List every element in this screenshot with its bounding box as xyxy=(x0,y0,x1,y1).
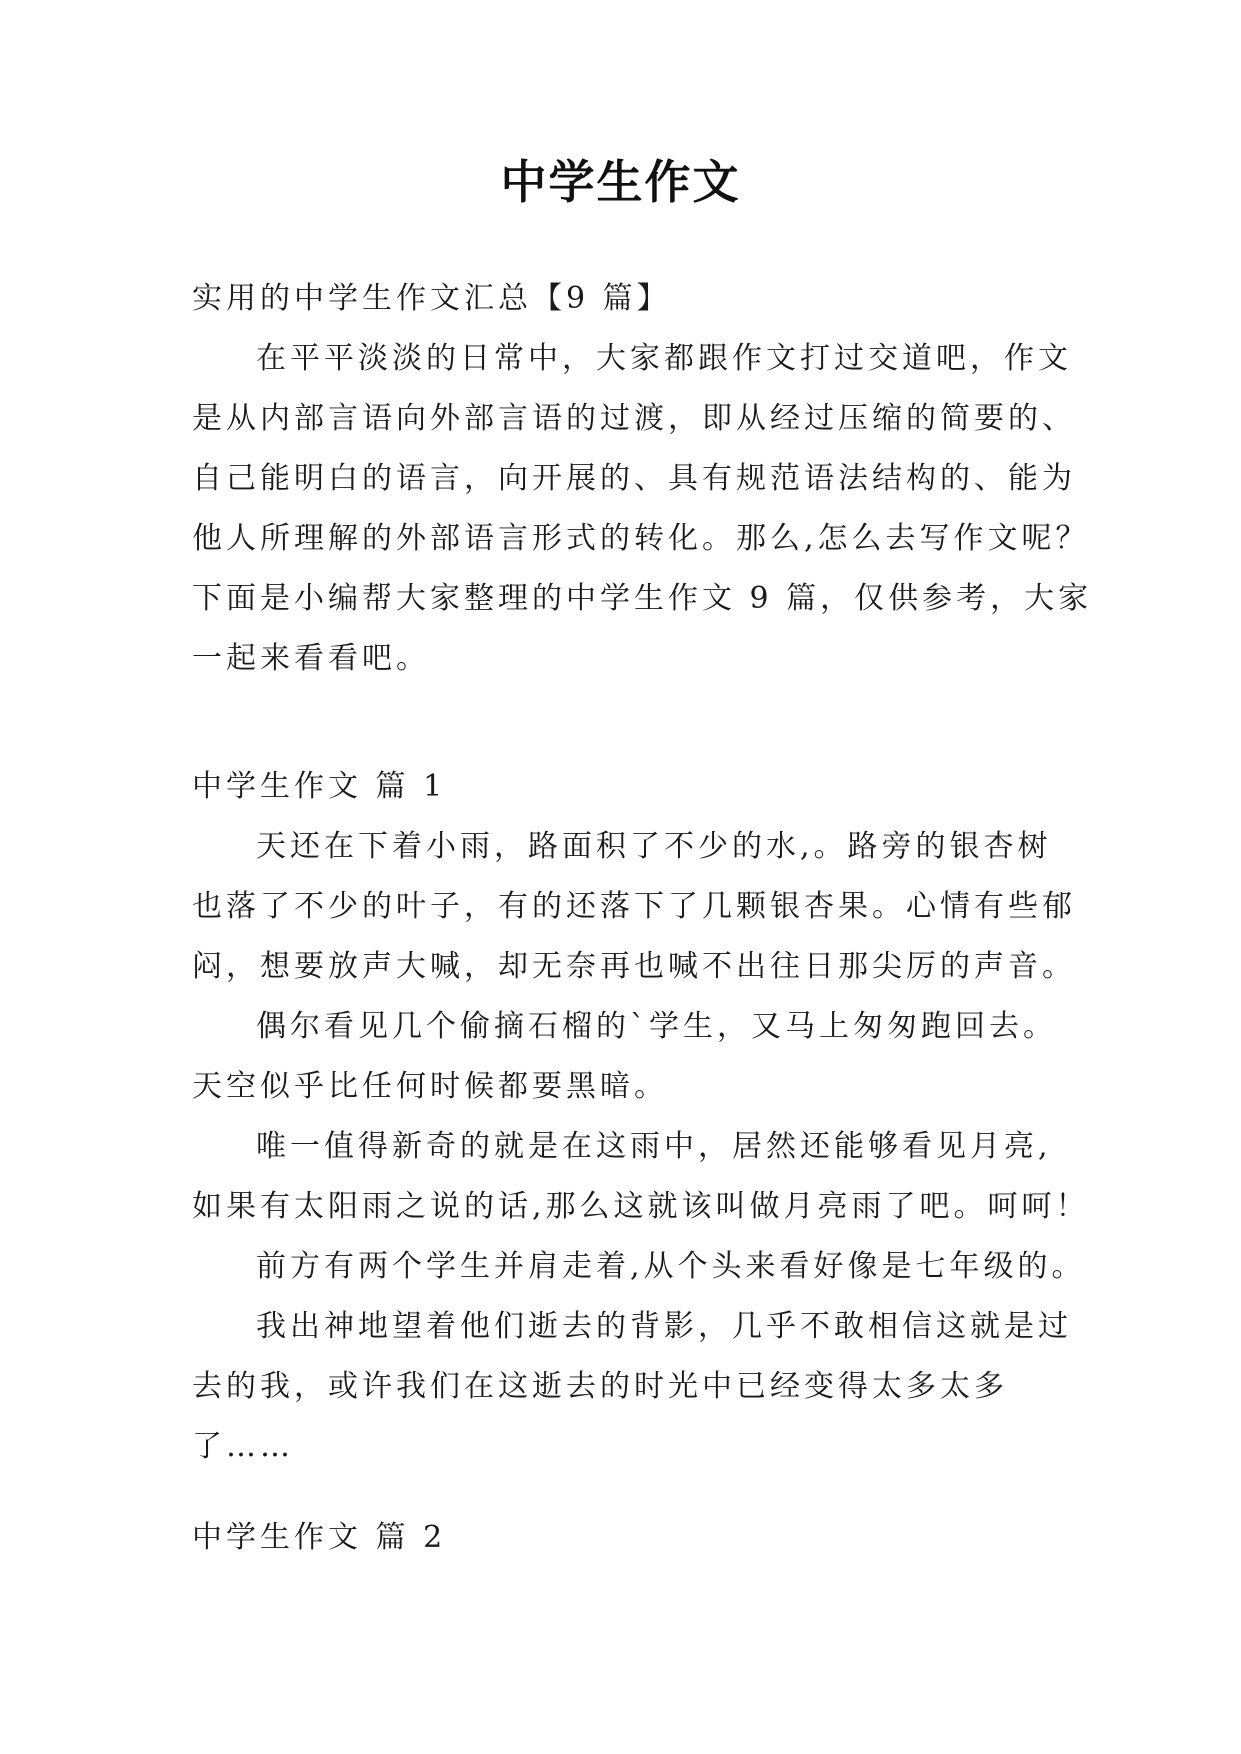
paragraph-line: 自己能明白的语言，向开展的、具有规范语法结构的、能为 xyxy=(192,461,1076,496)
essay-2-heading: 中学生作文 篇 2 xyxy=(192,1520,447,1555)
paragraph-line: 前方有两个学生并肩走着,从个头来看好像是七年级的。 xyxy=(256,1249,1086,1284)
paragraph-line: 如果有太阳雨之说的话,那么这就该叫做月亮雨了吧。呵呵！ xyxy=(192,1189,1090,1224)
essay-1-heading: 中学生作文 篇 1 xyxy=(192,769,447,804)
paragraph-line: 也落了不少的叶子，有的还落下了几颗银杏果。心情有些郁 xyxy=(192,889,1076,924)
paragraph-line: 在平平淡淡的日常中，大家都跟作文打过交道吧，作文 xyxy=(256,341,1072,376)
paragraph-line: 去的我，或许我们在这逝去的时光中已经变得太多太多 xyxy=(192,1369,1008,1404)
intro-heading: 实用的中学生作文汇总【9 篇】 xyxy=(192,281,671,316)
paragraph-line: 闷，想要放声大喊，却无奈再也喊不出往日那尖厉的声音。 xyxy=(192,949,1076,984)
paragraph-line: 天还在下着小雨，路面积了不少的水,。路旁的银杏树 xyxy=(256,829,1052,864)
essay-section-1 xyxy=(192,757,1090,1477)
paragraph-line: 偶尔看见几个偷摘石榴的`学生，又马上匆匆跑回去。 xyxy=(256,1009,1057,1044)
paragraph-line: 下面是小编帮大家整理的中学生作文 9 篇，仅供参考，大家 xyxy=(192,581,1093,616)
paragraph-line: 一起来看看吧。 xyxy=(192,641,430,676)
paragraph-line: 了…… xyxy=(192,1429,294,1464)
paragraph-line: 他人所理解的外部语言形式的转化。那么,怎么去写作文呢？ xyxy=(192,521,1090,556)
paragraph-line: 唯一值得新奇的就是在这雨中，居然还能够看见月亮, xyxy=(256,1129,1052,1164)
page-title: 中学生作文 xyxy=(500,155,741,209)
paragraph-line: 是从内部言语向外部言语的过渡，即从经过压缩的简要的、 xyxy=(192,401,1076,436)
paragraph-line: 天空似乎比任何时候都要黑暗。 xyxy=(192,1069,668,1104)
essay-section-2 xyxy=(192,1508,1062,1568)
intro-section xyxy=(192,269,1093,689)
paragraph-line: 我出神地望着他们逝去的背影，几乎不敢相信这就是过 xyxy=(256,1309,1072,1344)
